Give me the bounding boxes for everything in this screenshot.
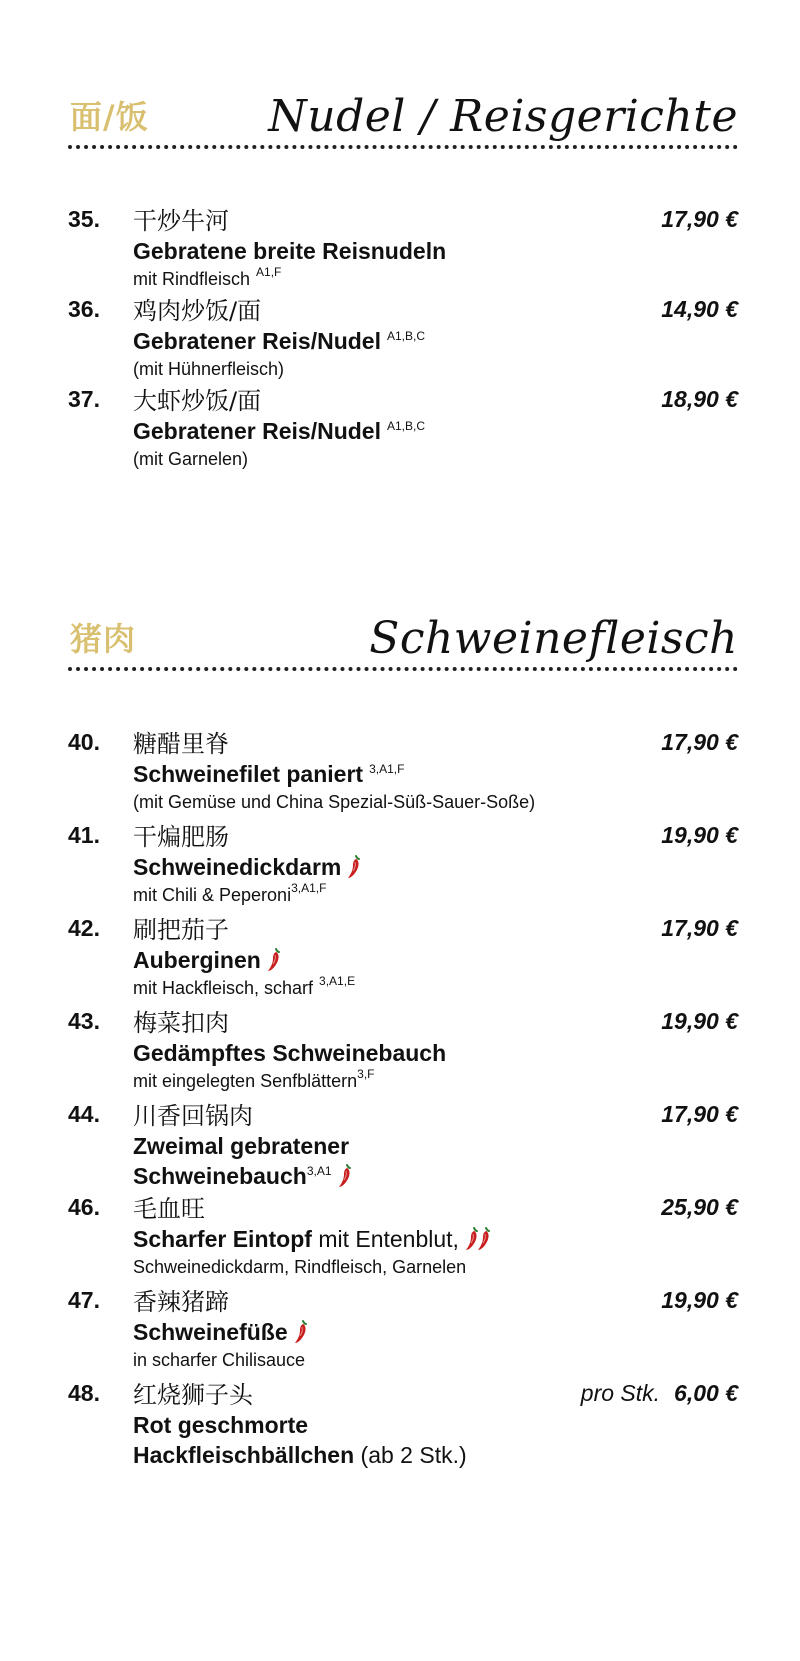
chili-pepper-icon	[294, 1319, 308, 1345]
section-title-german: Schweinefleisch	[369, 613, 738, 664]
item-price: 18,90 €	[661, 386, 738, 412]
allergen-codes: A1,F	[256, 265, 282, 279]
section-title-chinese: 面/饭	[70, 98, 149, 136]
menu-item-47	[68, 1287, 738, 1373]
item-name-german: Gedämpftes Schweinebauch	[133, 1040, 447, 1066]
item-description: Schweinedickdarm, Rindfleisch, Garnelen	[133, 1257, 467, 1277]
item-name-german: Auberginen	[133, 945, 738, 975]
allergen-codes: A1,B,C	[386, 329, 425, 343]
allergen-codes: 3,F	[357, 1067, 375, 1081]
menu-item-44	[68, 1101, 738, 1191]
price-unit-label: pro Stk.	[580, 1380, 661, 1406]
item-description: in scharfer Chilisauce	[133, 1350, 306, 1370]
item-number: 43.	[68, 1008, 100, 1034]
item-price: 17,90 €	[661, 729, 738, 755]
allergen-codes: 3,A1,E	[319, 974, 356, 988]
item-name-chinese: 干炒牛河	[133, 207, 229, 235]
item-name-german: Schweinedickdarm	[133, 852, 738, 882]
chili-pepper-icon	[267, 947, 281, 973]
allergen-codes: 3,A1,F	[369, 762, 405, 776]
item-price: 19,90 €	[661, 1008, 738, 1034]
item-price: 25,90 €	[661, 1194, 738, 1220]
menu-item-43	[68, 1008, 738, 1094]
item-number: 41.	[68, 822, 100, 848]
menu-item-46	[68, 1194, 738, 1280]
item-name-german: Scharfer Eintopf mit Entenblut,	[133, 1224, 738, 1254]
allergen-codes: A1,B,C	[386, 419, 425, 433]
item-price: 19,90 €	[661, 1287, 738, 1313]
item-name-chinese: 川香回锅肉	[133, 1102, 253, 1130]
chili-pepper-icon	[347, 854, 361, 880]
item-price: 19,90 €	[661, 822, 738, 848]
menu-item-36	[68, 296, 738, 382]
item-description: mit Hackfleisch, scharf $^{3,A1,E}$	[133, 974, 356, 998]
item-number: 35.	[68, 206, 100, 232]
item-number: 48.	[68, 1380, 100, 1406]
item-description: mit eingelegten Senfblättern$^{3,F}$	[133, 1067, 375, 1091]
item-number: 42.	[68, 915, 100, 941]
item-number: 40.	[68, 729, 100, 755]
item-price: 17,90 €	[661, 206, 738, 232]
allergen-codes: 3,A1,F	[291, 881, 327, 895]
section-header-noodles-rice	[68, 84, 738, 144]
item-name-chinese: 糖醋里脊	[133, 730, 229, 758]
menu-item-41	[68, 822, 738, 908]
allergen-codes: 3,A1	[306, 1164, 332, 1178]
menu-item-35	[68, 206, 738, 292]
item-description: mit Chili & Peperoni$^{3,A1,F}$	[133, 881, 327, 905]
item-price: 17,90 €	[661, 915, 738, 941]
item-number: 37.	[68, 386, 100, 412]
item-name-chinese: 鸡肉炒饭/面	[133, 297, 262, 325]
dotted-divider	[68, 667, 738, 671]
item-name-chinese: 红烧狮子头	[133, 1381, 253, 1409]
item-name-chinese: 干煸肥肠	[133, 823, 229, 851]
chili-pepper-icon	[338, 1163, 352, 1189]
item-description: (mit Garnelen)	[133, 449, 249, 469]
section-header-pork	[68, 606, 738, 666]
item-name-german: Zweimal gebratener	[133, 1133, 350, 1159]
item-name-german: Rot geschmorte	[133, 1412, 309, 1438]
item-number: 44.	[68, 1101, 100, 1127]
item-number: 47.	[68, 1287, 100, 1313]
item-name-german: Schweinefüße	[133, 1317, 738, 1347]
menu-item-37	[68, 386, 738, 472]
item-description: mit Rindfleisch $^{A1,F}$	[133, 265, 282, 289]
item-name-german: Gebratener Reis/Nudel $^{A1,B,C}$	[133, 418, 425, 444]
item-name-german-line2: Schweinebauch$^{3,A1}$	[133, 1161, 738, 1191]
item-price: pro Stk. 6,00 €	[580, 1380, 738, 1406]
item-name-german-line2: Hackfleischbällchen (ab 2 Stk.)	[133, 1442, 467, 1468]
item-number: 36.	[68, 296, 100, 322]
item-price: 14,90 €	[661, 296, 738, 322]
menu-item-40	[68, 729, 738, 815]
item-price: 17,90 €	[661, 1101, 738, 1127]
item-name-german: Gebratene breite Reisnudeln	[133, 238, 447, 264]
section-title-chinese: 猪肉	[70, 620, 137, 658]
item-name-chinese: 香辣猪蹄	[133, 1288, 229, 1316]
menu-item-42	[68, 915, 738, 1001]
item-name-chinese: 梅菜扣肉	[133, 1009, 229, 1037]
item-description: (mit Gemüse und China Spezial-Süß-Sauer-Soße)	[133, 792, 536, 812]
chili-pepper-icon	[477, 1226, 491, 1252]
item-name-german: Gebratener Reis/Nudel $^{A1,B,C}$	[133, 328, 425, 354]
item-name-chinese: 刷把茄子	[133, 916, 229, 944]
section-title-german: Nudel / Reisgerichte	[268, 91, 738, 142]
dotted-divider	[68, 145, 738, 149]
item-description: (mit Hühnerfleisch)	[133, 359, 285, 379]
menu-item-48	[68, 1380, 738, 1472]
item-name-chinese: 大虾炒饭/面	[133, 387, 262, 415]
item-name-german: Schweinefilet paniert $^{3,A1,F}$	[133, 761, 405, 787]
item-number: 46.	[68, 1194, 100, 1220]
item-name-chinese: 毛血旺	[133, 1195, 205, 1223]
